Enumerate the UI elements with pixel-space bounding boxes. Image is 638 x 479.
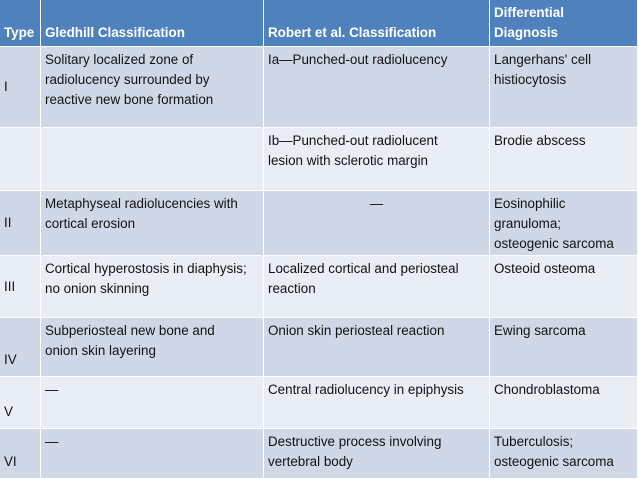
header-gledhill: Gledhill Classification	[41, 0, 264, 47]
row-gledhill: Solitary localized zone of radiolucency surrounded by reactive new bone formation	[41, 47, 264, 128]
row-robert: Ib—Punched-out radiolucent lesion with sclerotic margin	[264, 128, 490, 191]
row-gledhill: —	[41, 377, 264, 429]
row-differential: Osteoid osteoma	[490, 256, 638, 318]
header-differential: Differential Diagnosis	[490, 0, 638, 47]
row-gledhill: Cortical hyperostosis in diaphysis; no onion skinning	[41, 256, 264, 318]
row-differential: Brodie abscess	[490, 128, 638, 191]
header-type: Type	[0, 0, 41, 47]
row-differential: Eosinophilic granuloma; osteogenic sarcoma	[490, 191, 638, 256]
row-robert: —	[264, 191, 490, 256]
row-gledhill: Metaphyseal radiolucencies with cortical erosion	[41, 191, 264, 256]
row-gledhill	[41, 128, 264, 191]
row-gledhill: Subperiosteal new bone and onion skin layering	[41, 318, 264, 377]
row-differential: Langerhans' cell histiocytosis	[490, 47, 638, 128]
row-differential: Ewing sarcoma	[490, 318, 638, 377]
row-robert: Onion skin periosteal reaction	[264, 318, 490, 377]
row-robert: Ia—Punched-out radiolucency	[264, 47, 490, 128]
row-robert: Destructive process involving vertebral body	[264, 429, 490, 479]
row-gledhill: —	[41, 429, 264, 479]
header-robert: Robert et al. Classification	[264, 0, 490, 47]
row-differential: Tuberculosis; osteogenic sarcoma	[490, 429, 638, 479]
row-type: II	[0, 191, 41, 256]
row-type: VI	[0, 429, 41, 479]
row-type: I	[0, 47, 41, 128]
row-robert: Central radiolucency in epiphysis	[264, 377, 490, 429]
row-type	[0, 128, 41, 191]
row-type: IV	[0, 318, 41, 377]
row-type: III	[0, 256, 41, 318]
row-robert: Localized cortical and periosteal reaction	[264, 256, 490, 318]
row-type: V	[0, 377, 41, 429]
row-differential: Chondroblastoma	[490, 377, 638, 429]
